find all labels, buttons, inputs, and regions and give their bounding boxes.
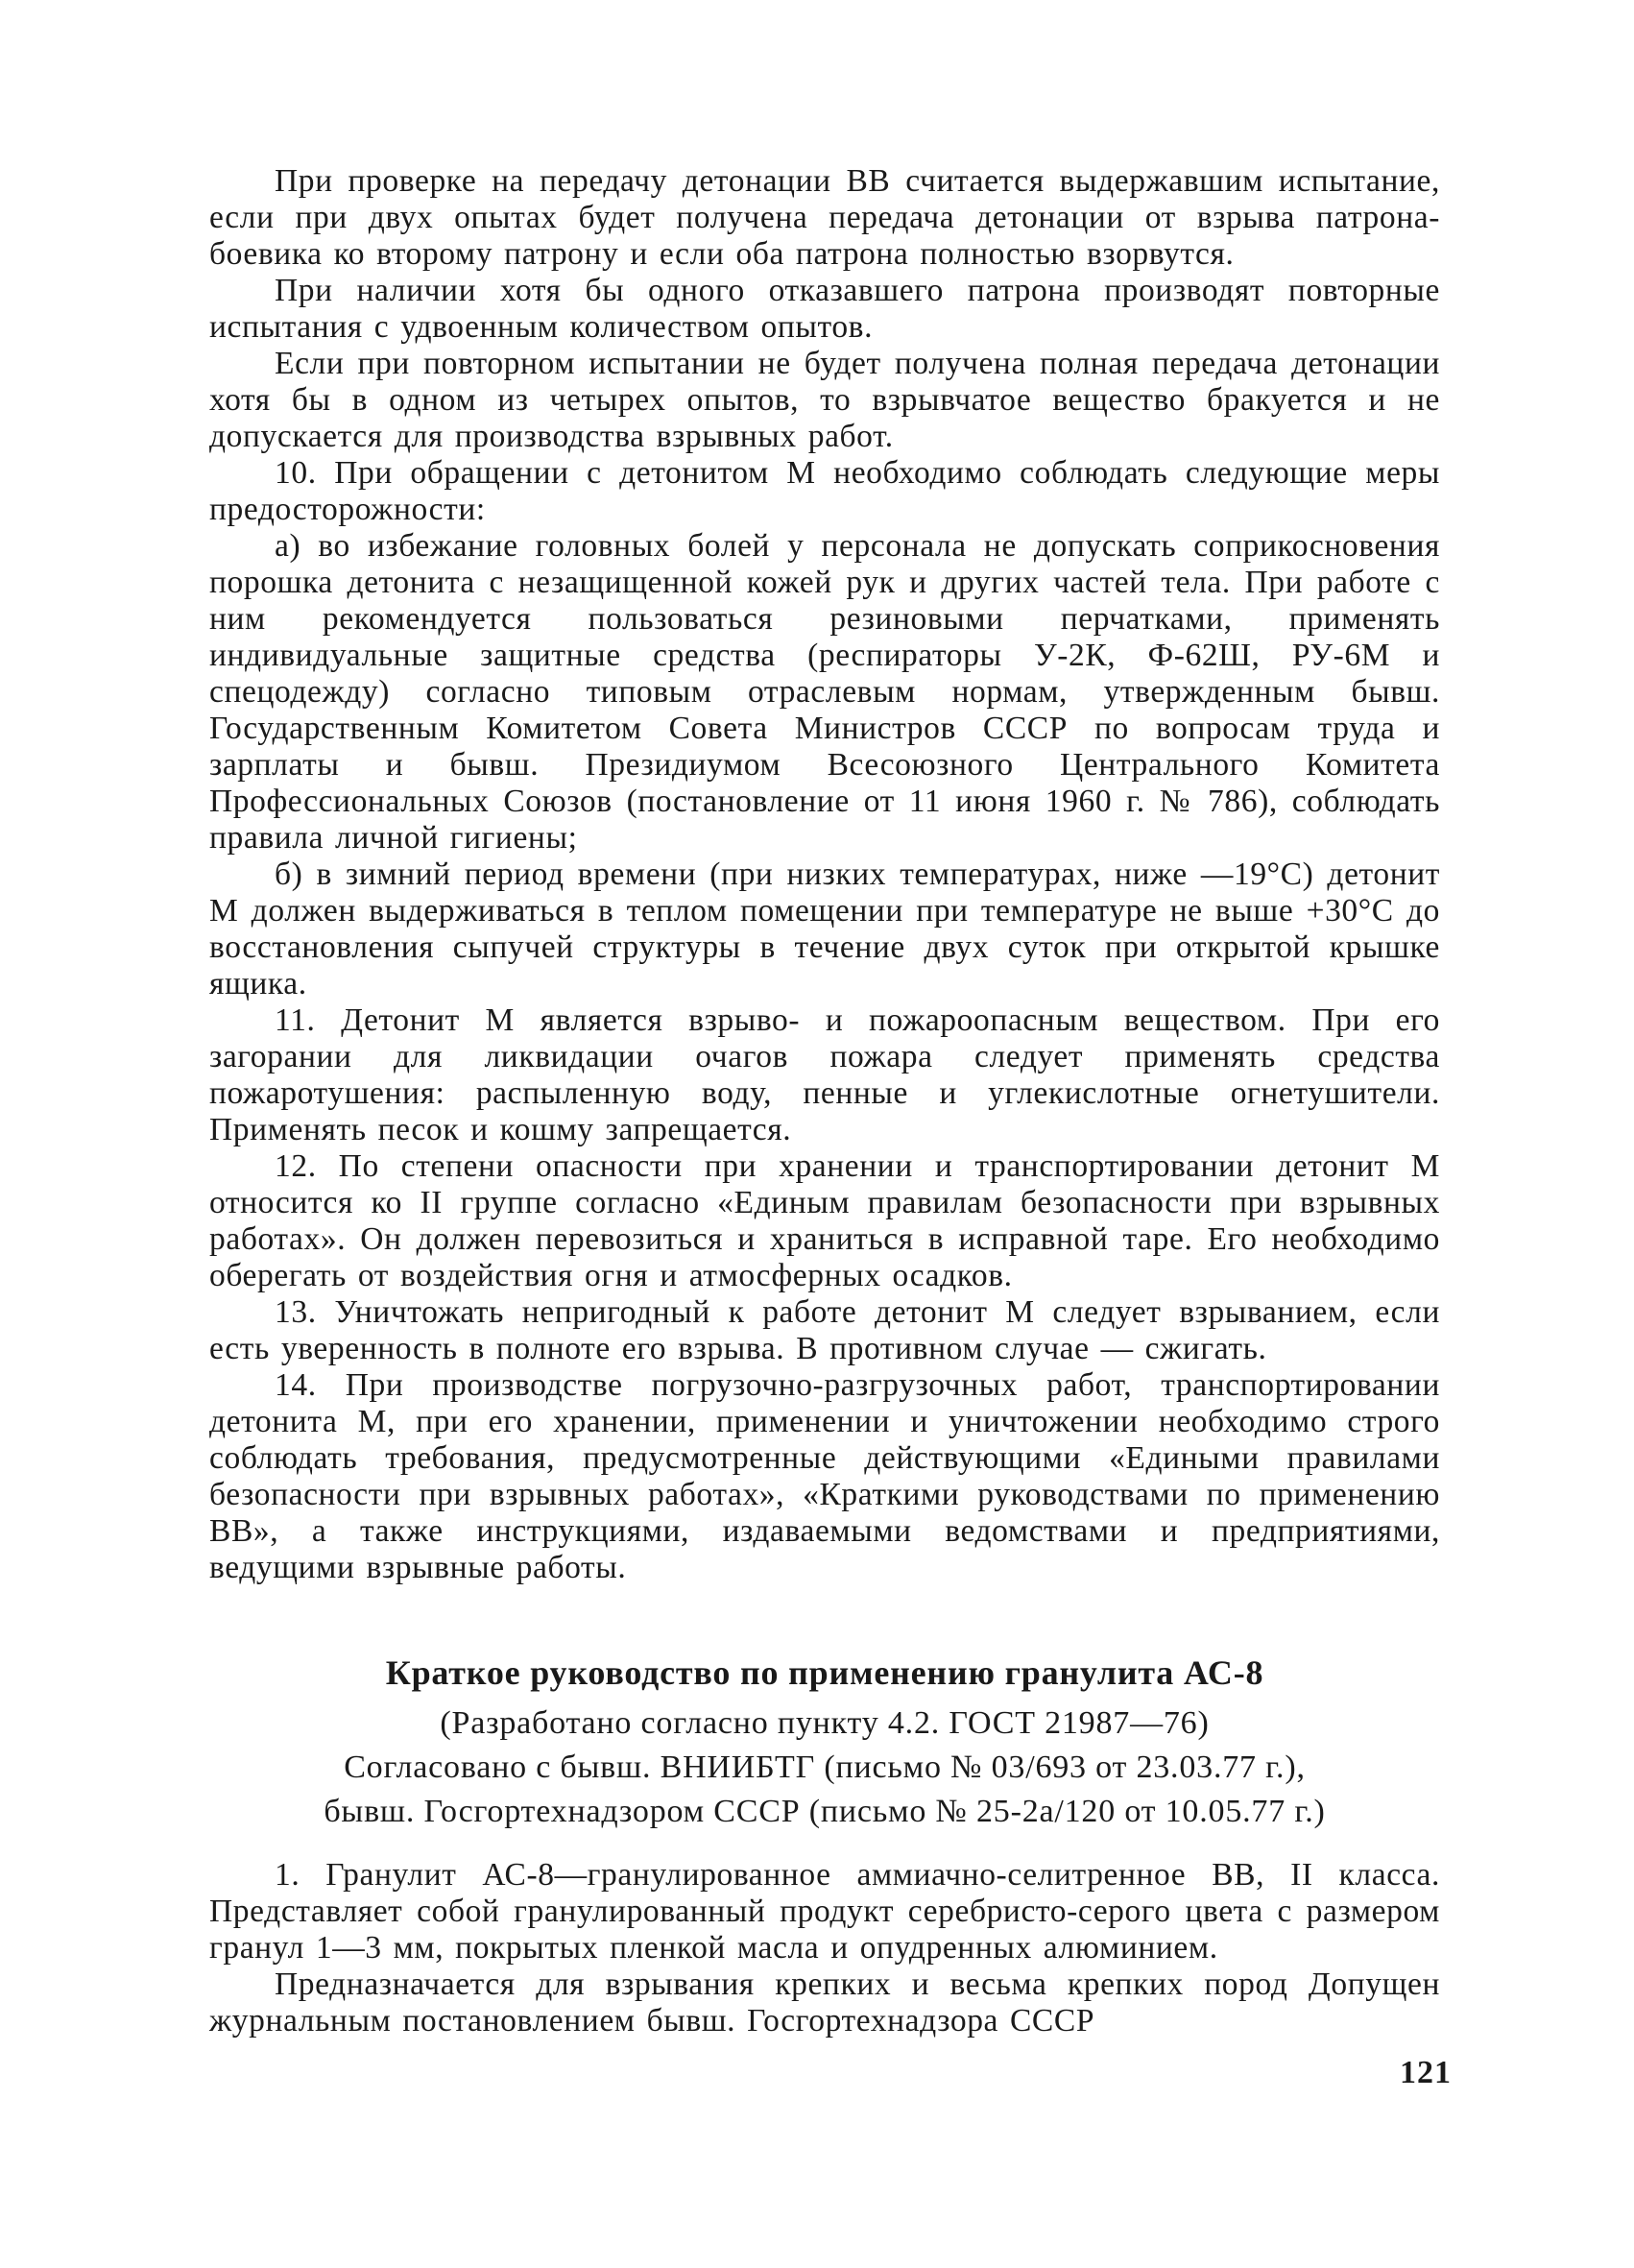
- section-title: Краткое руководство по применению гранулита АС-8: [385, 1653, 1264, 1692]
- page-number: 121: [1400, 2055, 1452, 2090]
- paragraph-item-11: 11. Детонит М является взрыво- и пожароопасным веществом. При его загорании для ликвидации очагов пожара следует применять средства пожаротушения: распыленную воду, пенные и углекислотные огнетушители. Применять песок и кошму запрещается.: [209, 1002, 1440, 1147]
- paragraph-granulite-purpose: Предназначается для взрывания крепких и весьма крепких пород Допущен журнальным постановлением бывш. Госгортехнадзора СССР: [209, 1966, 1440, 2039]
- paragraph-item-13: 13. Уничтожать непригодный к работе детонит М следует взрыванием, если есть уверенность в полноте его взрыва. В противном случае — сжигать.: [209, 1294, 1440, 1366]
- section-subtitle-approval-1: Согласовано с бывш. ВНИИБТГ (письмо № 03/693 от 23.03.77 г.),: [344, 1749, 1306, 1785]
- paragraph-item-12: 12. По степени опасности при хранении и транспортировании детонит М относится ко II группе согласно «Единым правилам безопасности при взрывных работах». Он должен перевозиться и храниться в исправной таре. Его необходимо оберегать от воздействия огня и атмосферных осадков.: [209, 1148, 1440, 1293]
- subtitle-spacer: [209, 1834, 1440, 1857]
- paragraph-rejection: Если при повторном испытании не будет получена полная передача детонации хотя бы в одном из четырех опытов, то взрывчатое вещество бракуется и не допускается для производства взрывных работ.: [209, 346, 1440, 454]
- paragraph-item-14: 14. При производстве погрузочно-разгрузочных работ, транспортировании детонита М, при его хранении, применении и уничтожении необходимо строго соблюдать требования, предусмотренные действующими «Едиными правилами безопасности при взрывных работах», «Краткими руководствами по применению ВВ», а также инструкциями, издаваемыми ведомствами и предприятиями, ведущими взрывные работы.: [209, 1367, 1440, 1585]
- paragraph-detonation-test: При проверке на передачу детонации ВВ считается выдержавшим испытание, если при двух опытах будет получена передача детонации от взрыва патрона-боевика ко второму патрону и если оба патрона полностью взорвутся.: [209, 163, 1440, 272]
- section-spacer: [209, 1586, 1440, 1652]
- paragraph-granulite-item-1: 1. Гранулит АС-8—гранулированное аммиачно-селитренное ВВ, II класса. Представляет собой гранулированный продукт серебристо-серого цвета с размером гранул 1—3 мм, покрытых пленкой масла и опудренных алюминием.: [209, 1857, 1440, 1966]
- paragraph-item-10a: а) во избежание головных болей у персонала не допускать соприкосновения порошка детонита с незащищенной кожей рук и других частей тела. При работе с ним рекомендуется пользоваться резиновыми перчатками, применять индивидуальные защитные средства (респираторы У-2К, Ф-62Ш, РУ-6М и спецодежду) согласно типовым отраслевым нормам, утвержденным бывш. Государственным Комитетом Совета Министров СССР по вопросам труда и зарплаты и бывш. Президиумом Всесоюзного Центрального Комитета Профессиональных Союзов (постановление от 11 июня 1960 г. № 786), соблюдать правила личной гигиены;: [209, 528, 1440, 856]
- section-subtitle-approval-2: бывш. Госгортехнадзором СССР (письмо № 25-2а/120 от 10.05.77 г.): [324, 1794, 1326, 1829]
- paragraph-item-10b: б) в зимний период времени (при низких температурах, ниже —19°С) детонит М должен выдерживаться в теплом помещении при температуре не выше +30°С до восстановления сыпучей структуры в течение двух суток при открытой крышке ящика.: [209, 857, 1440, 1001]
- text-column: [209, 163, 1440, 2039]
- paragraph-item-10: 10. При обращении с детонитом М необходимо соблюдать следующие меры предосторожности:: [209, 455, 1440, 527]
- section-subtitle-standard: (Разработано согласно пункту 4.2. ГОСТ 21987—76): [440, 1705, 1210, 1741]
- paragraph-repeat-tests: При наличии хотя бы одного отказавшего патрона производят повторные испытания с удвоенным количеством опытов.: [209, 273, 1440, 345]
